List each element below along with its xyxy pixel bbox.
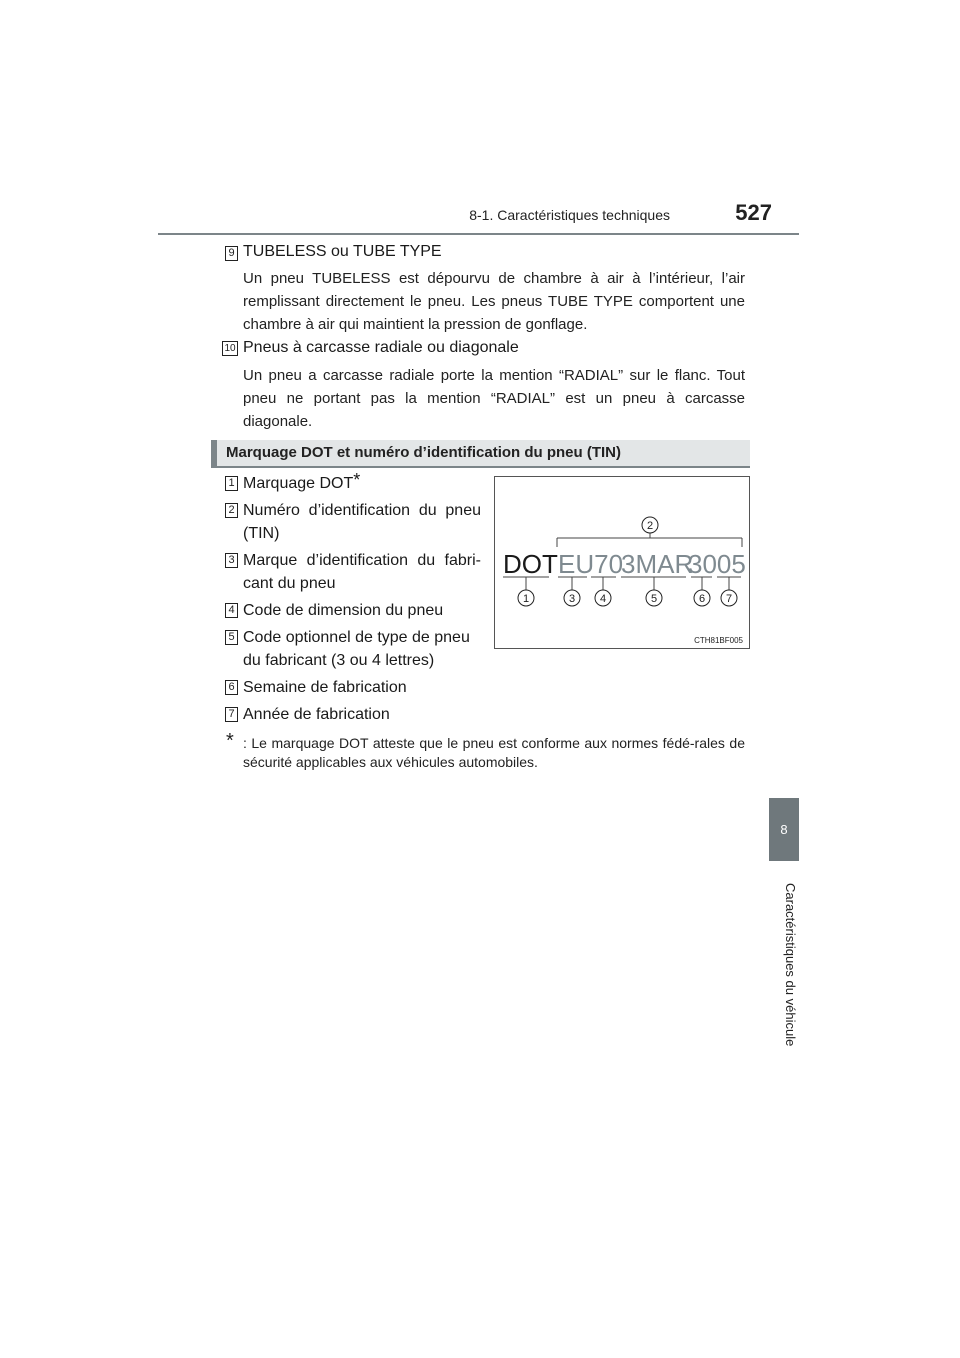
section-heading-banner [211,440,750,468]
list-item-text: Marquage DOT [243,475,354,492]
list-item: Semaine de fabrication [243,679,407,696]
footnote-star: * [353,470,361,490]
list-item: Code de dimension du pneu [243,602,444,619]
callout-3: 3 [568,593,576,605]
banner-accent-bar [211,440,217,468]
list-number-badge: 7 [225,707,238,722]
page-number: 527 [735,200,772,225]
callout-5: 5 [650,593,658,605]
3mar-code: 3MAR [621,549,694,579]
year-code: 3005 [688,549,746,579]
list-number-badge: 3 [225,553,238,568]
chapter-number: 8 [780,822,788,837]
item-description: Un pneu TUBELESS est dépourvu de chambre à air à l’intérieur, l’air remplissant directement le pneu. Les pneus TUBE TYPE comportent une chambre à air qui maintient la pression de gonflage. [243,270,745,333]
item-number-badge: 10 [222,341,238,356]
chapter-tab[interactable] [769,798,799,861]
footnote-asterisk: * [226,730,234,752]
callout-4: 4 [599,593,607,605]
list-item [243,472,481,495]
header-divider [158,233,799,235]
callout-1: 1 [522,593,530,605]
tin-diagram-figure [495,477,749,648]
figure-code: CTH81BF005 [694,636,743,645]
list-number-badge: 6 [225,680,238,695]
list-number-badge: 4 [225,603,238,618]
section-heading: Marquage DOT et numéro d’identification du pneu (TIN) [226,444,621,461]
section-title: 8-1. Caractéristiques techniques [469,207,670,223]
footnote-text: : Le marquage DOT atteste que le pneu est conforme aux normes fédé-rales de sécurité applicables aux véhicules automobiles. [243,735,745,770]
list-number-badge: 5 [225,630,238,645]
list-item: Année de fabrication [243,706,390,723]
list-item: Marque d’identification du fabri-cant du pneu [243,552,481,592]
list-item: Code optionnel de type de pneu du fabricant (3 ou 4 lettres) [243,629,470,669]
list-item: Numéro d’identification du pneu (TIN) [243,502,481,542]
dot-code: DOT [503,549,558,579]
list-number-badge: 2 [225,503,238,518]
item-description: Un pneu a carcasse radiale porte la mention “RADIAL” sur le flanc. Tout pneu ne portant pas la mention “RADIAL” est un pneu à carcasse diagonale. [243,367,745,430]
item-title: TUBELESS ou TUBE TYPE [243,243,442,260]
list-number-badge: 1 [225,476,238,491]
item-number-badge: 9 [225,246,238,261]
callout-6: 6 [698,593,706,605]
eu70-code: EU70 [558,549,624,579]
callout-7: 7 [725,593,733,605]
item-title: Pneus à carcasse radiale ou diagonale [243,339,519,356]
chapter-label: Caractéristiques du véhicule [783,883,798,1047]
callout-2: 2 [646,520,654,532]
tin-diagram [494,476,750,649]
